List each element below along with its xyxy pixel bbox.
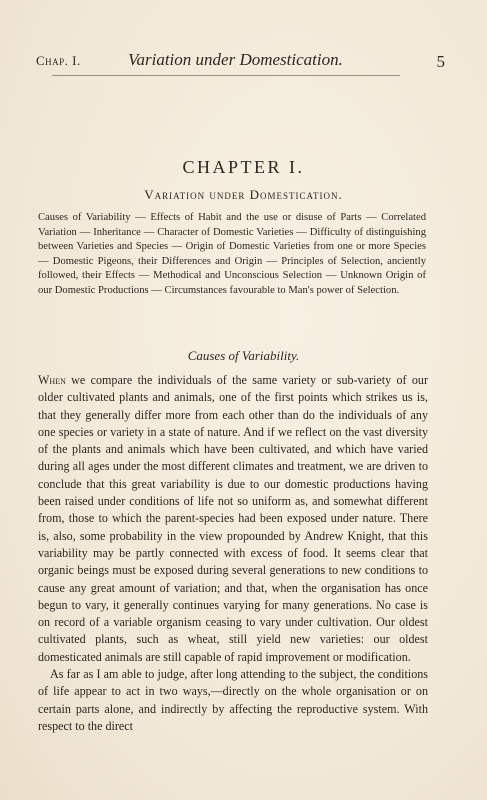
chapter-subtitle: Variation under Domestication. (144, 187, 343, 202)
body-text (38, 372, 428, 735)
paragraph-1-text: we compare the individuals of the same variety or sub-variety of our older cultivated plants and animals, one of the first points which strikes us is, that they generally differ more from each other than do the individuals of any one species or variety in a state of nature. And if we reflect on the vast diversity of the plants and animals which have been cultivated, and which have varied during all ages under the most different climates and treatment, we are driven to conclude that this great variability is due to our domestic productions having been raised under conditions of life not so uniform as, and somewhat different from, those to which the parent-species had been exposed under nature. There is, also, some probability in the view propounded by Andrew Knight, that this variability may be partly connected with excess of food. It seems clear that organic beings must be exposed during several generations to new conditions to cause any great amount of variation; and that, when the organisation has once begun to vary, it generally continues varying for many generations. No case is on record of a variable organism ceasing to vary under cultivation. Our oldest cultivated plants, such as wheat, still yield new varieties: our oldest domesticated animals are still capable of rapid improvement or modification. (38, 373, 428, 664)
chapter-summary: Causes of Variability — Effects of Habit and the use or disuse of Parts — Correlated Variation — Inheritance — Character of Domestic Varieties — Difficulty of distinguishing between Varieties and Species — Origin of Domestic Varieties from one or more Species — Domestic Pigeons, their Differences and Origin — Principles of Selection, anciently followed, their Effects — Methodical and Unconscious Selection — Unknown Origin of our Domestic Productions — Circumstances favourable to Man's power of Selection. (38, 212, 426, 296)
paragraph-1-lead: When (38, 373, 66, 387)
running-head-title: Variation under Domestication. (128, 50, 343, 69)
page-number: 5 (436, 52, 445, 71)
section-title: Causes of Variability. (187, 348, 300, 363)
paragraph-2: As far as I am able to judge, after long attending to the subject, the conditions of life appear to act in two ways,—directly on the whole organisation or on certain parts alone, and indirectly by affecting the reproductive system. With respect to the direct (38, 667, 428, 733)
chapter-heading: CHAPTER I. (182, 157, 305, 177)
running-head (36, 50, 445, 72)
header-rule (52, 75, 400, 76)
paragraph-1 (38, 372, 428, 666)
running-head-chapter: Chap. I. (36, 53, 81, 68)
